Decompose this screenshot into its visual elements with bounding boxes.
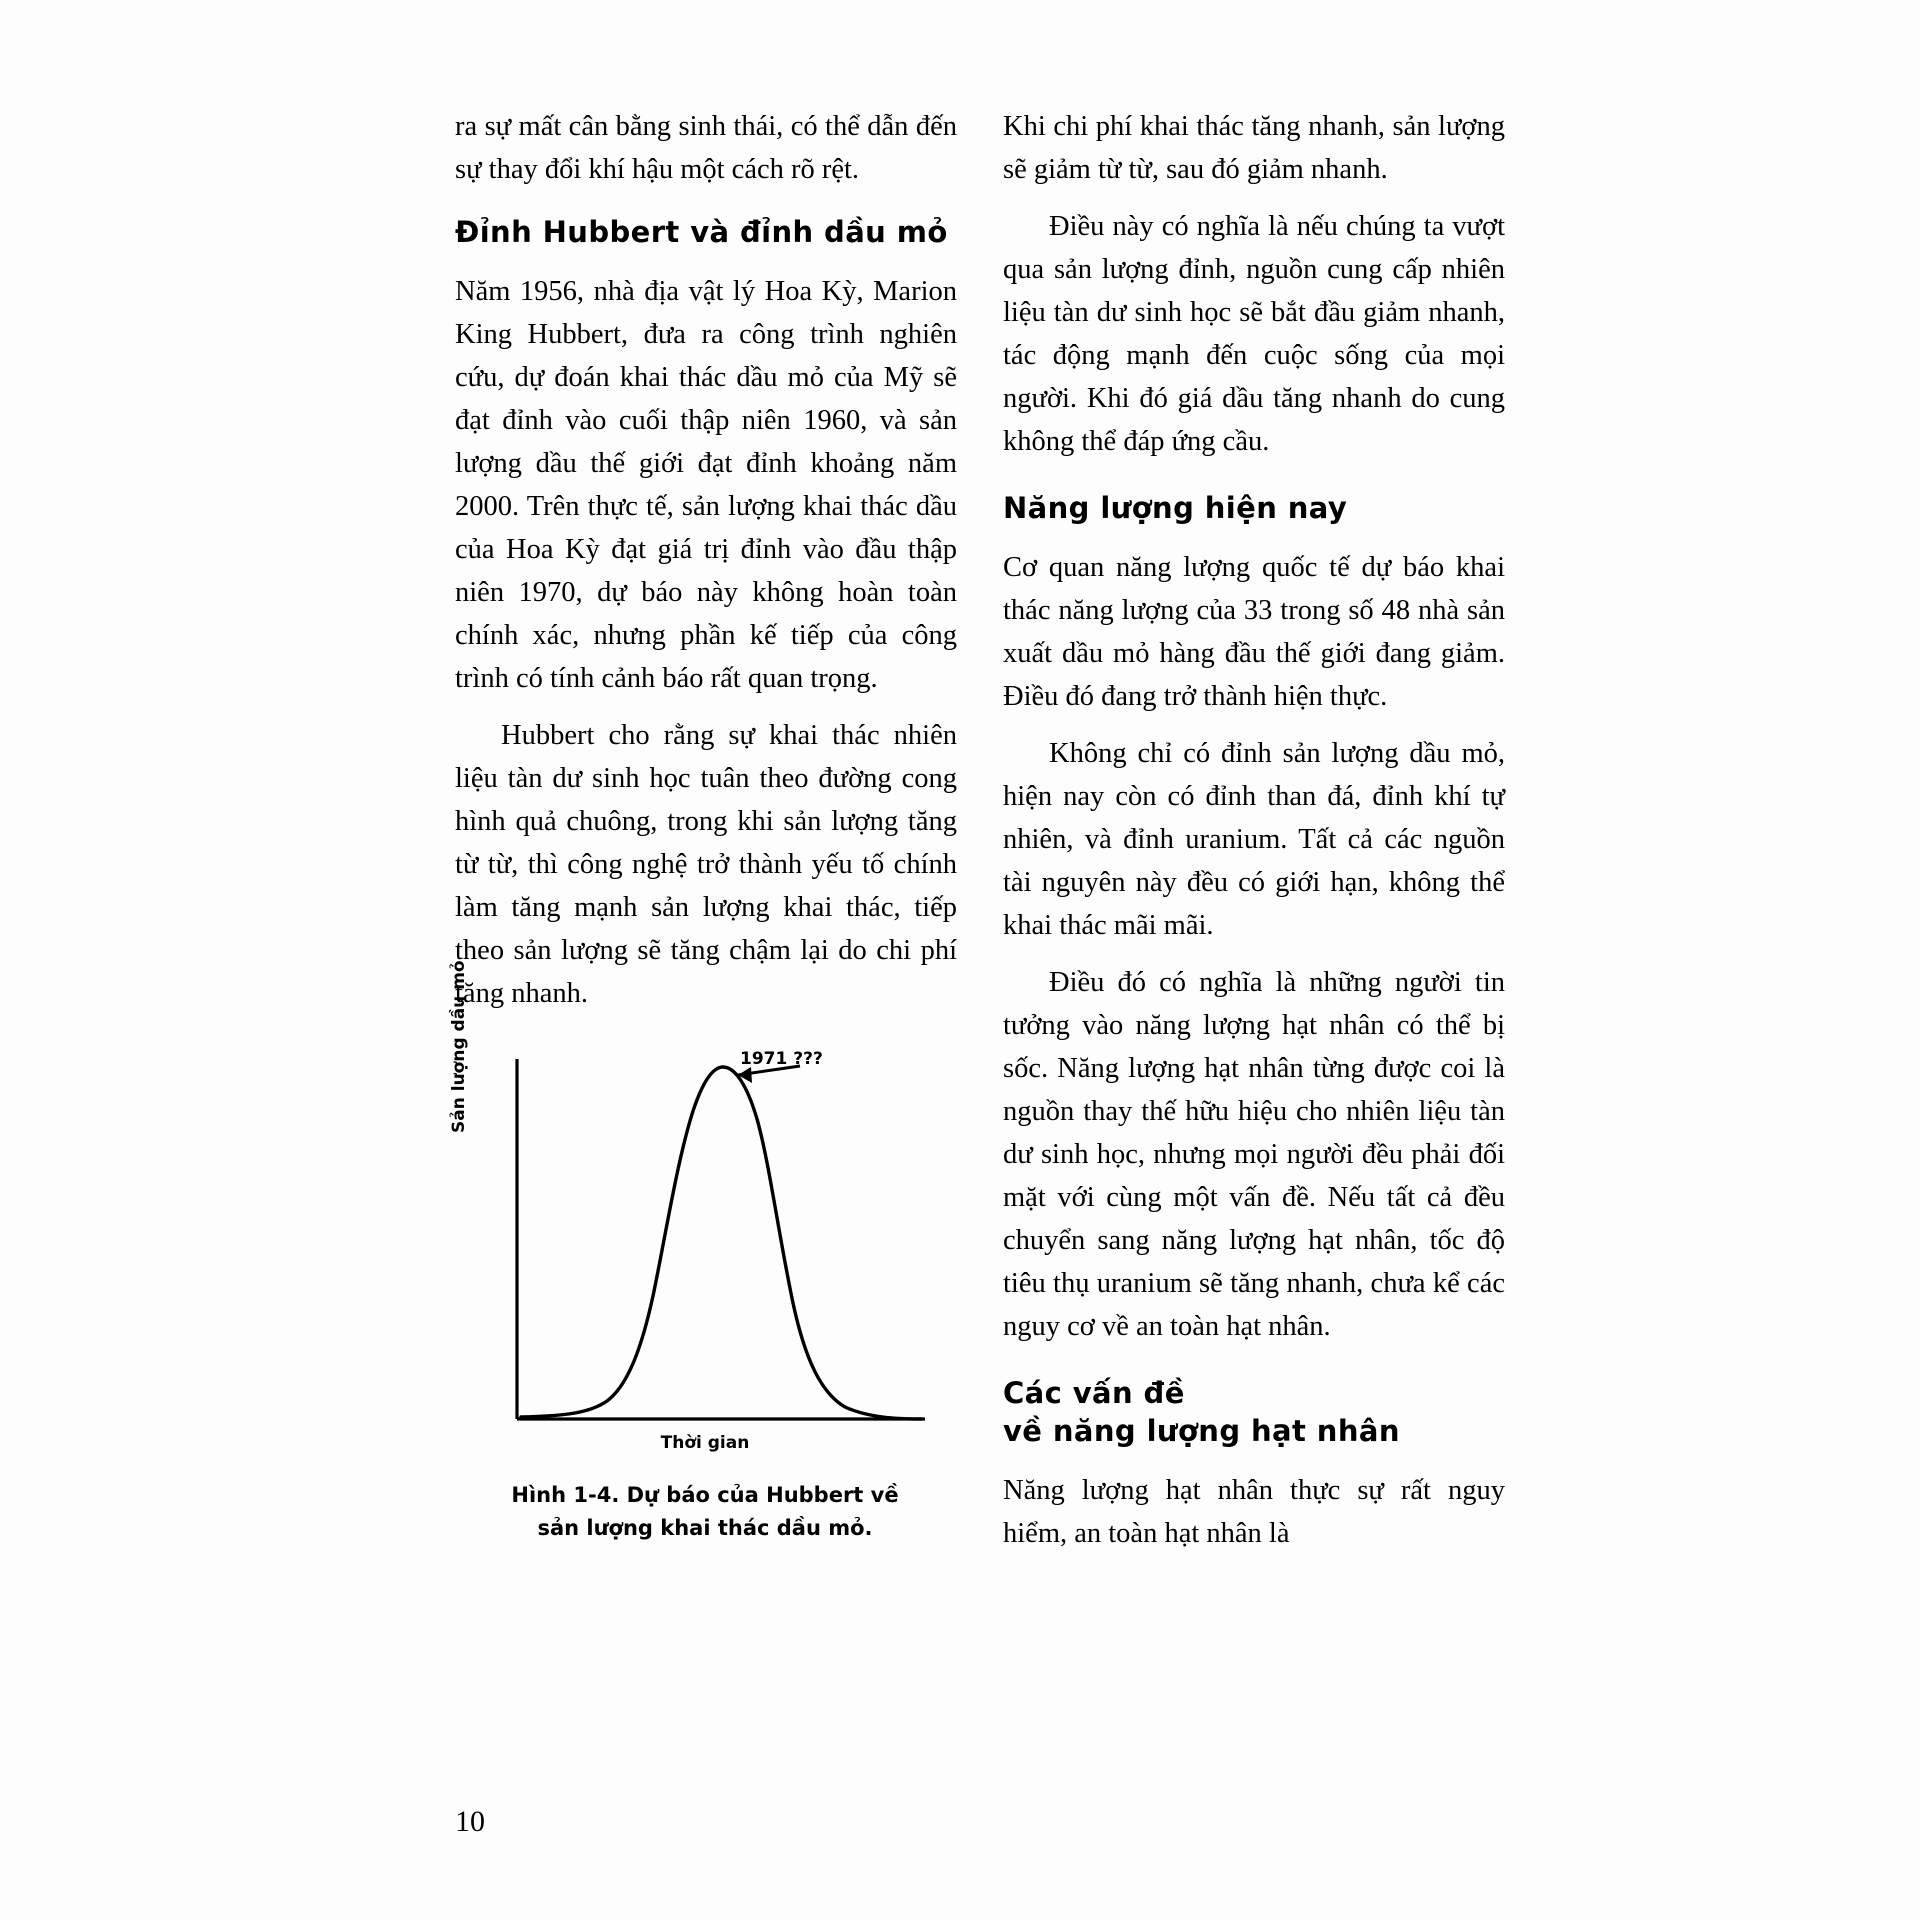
figure-caption-line2: sản lượng khai thác dầu mỏ. xyxy=(537,1516,873,1540)
paragraph: Năm 1956, nhà địa vật lý Hoa Kỳ, Marion King Hubbert, đưa ra công trình nghiên cứu, dự đoán khai thác dầu mỏ của Mỹ sẽ đạt đỉnh vào cuối thập niên 1960, và sản lượng dầu thế giới đạt đỉnh khoảng năm 2000. Trên thực tế, sản lượng khai thác dầu của Hoa Kỳ đạt giá trị đỉnh vào đầu thập niên 1970, dự báo này không hoàn toàn chính xác, nhưng phần kế tiếp của công trình có tính cảnh báo rất quan trọng. xyxy=(455,276,957,694)
chart-bell-curve xyxy=(521,1067,921,1419)
chart-y-axis-label: Sản lượng dầu mỏ xyxy=(449,960,469,1133)
left-column xyxy=(449,105,957,1569)
chart-x-axis-label: Thời gian xyxy=(660,1433,750,1453)
paragraph: Năng lượng hạt nhân thực sự rất nguy hiểm, an toàn hạt nhân là xyxy=(1003,1475,1505,1549)
section-heading-nuclear-issues xyxy=(1003,1374,1505,1450)
paragraph: Hubbert cho rằng sự khai thác nhiên liệu tàn dư sinh học tuân theo đường cong hình quả chuông, trong khi sản lượng tăng từ từ, thì công nghệ trở thành yếu tố chính làm tăng mạnh sản lượng khai thác, tiếp theo sản lượng sẽ tăng chậm lại do chi phí tăng nhanh. xyxy=(455,720,957,1009)
section-heading-hubbert: Đỉnh Hubbert và đỉnh dầu mỏ xyxy=(455,215,948,249)
paragraph: Cơ quan năng lượng quốc tế dự báo khai thác năng lượng của 33 trong số 48 nhà sản xuất dầu mỏ hàng đầu thế giới đang giảm. Điều đó đang trở thành hiện thực. xyxy=(1003,552,1505,712)
page-number: 10 xyxy=(455,1805,485,1838)
paragraph: ra sự mất cân bằng sinh thái, có thể dẫn đến sự thay đổi khí hậu một cách rõ rệt. xyxy=(455,111,957,185)
paragraph: Điều đó có nghĩa là những người tin tưởng vào năng lượng hạt nhân có thể bị sốc. Năng lượng hạt nhân từng được coi là nguồn thay thế hữu hiệu cho nhiên liệu tàn dư sinh học, nhưng mọi người đều phải đối mặt với cùng một vấn đề. Nếu tất cả đều chuyển sang năng lượng hạt nhân, tốc độ tiêu thụ uranium sẽ tăng nhanh, chưa kể các nguy cơ về an toàn hạt nhân. xyxy=(1003,967,1505,1342)
right-column xyxy=(1003,105,1505,1569)
section-heading-energy-today: Năng lượng hiện nay xyxy=(1003,491,1348,525)
heading-line-2: về năng lượng hạt nhân xyxy=(1003,1414,1400,1448)
chart-svg xyxy=(455,1041,955,1471)
paragraph: Khi chi phí khai thác tăng nhanh, sản lượng sẽ giảm từ từ, sau đó giảm nhanh. xyxy=(1003,111,1505,185)
figure-plot-area xyxy=(449,960,955,1471)
figure-hubbert-curve xyxy=(449,960,955,1545)
paragraph: Điều này có nghĩa là nếu chúng ta vượt qua sản lượng đỉnh, nguồn cung cấp nhiên liệu tàn dư sinh học sẽ bắt đầu giảm nhanh, tác động mạnh đến cuộc sống của mọi người. Khi đó giá dầu tăng nhanh do cung không thể đáp ứng cầu. xyxy=(1003,211,1505,457)
figure-caption xyxy=(455,1479,955,1545)
figure-caption-line1: Hình 1-4. Dự báo của Hubbert về xyxy=(511,1483,899,1507)
paragraph: Không chỉ có đỉnh sản lượng dầu mỏ, hiện nay còn có đỉnh than đá, đỉnh khí tự nhiên, và đỉnh uranium. Tất cả các nguồn tài nguyên này đều có giới hạn, không thể khai thác mãi mãi. xyxy=(1003,738,1505,941)
two-column-body xyxy=(449,105,1505,1569)
heading-line-1: Các vấn đề xyxy=(1003,1376,1185,1410)
chart-peak-annotation: 1971 ??? xyxy=(740,1049,823,1069)
